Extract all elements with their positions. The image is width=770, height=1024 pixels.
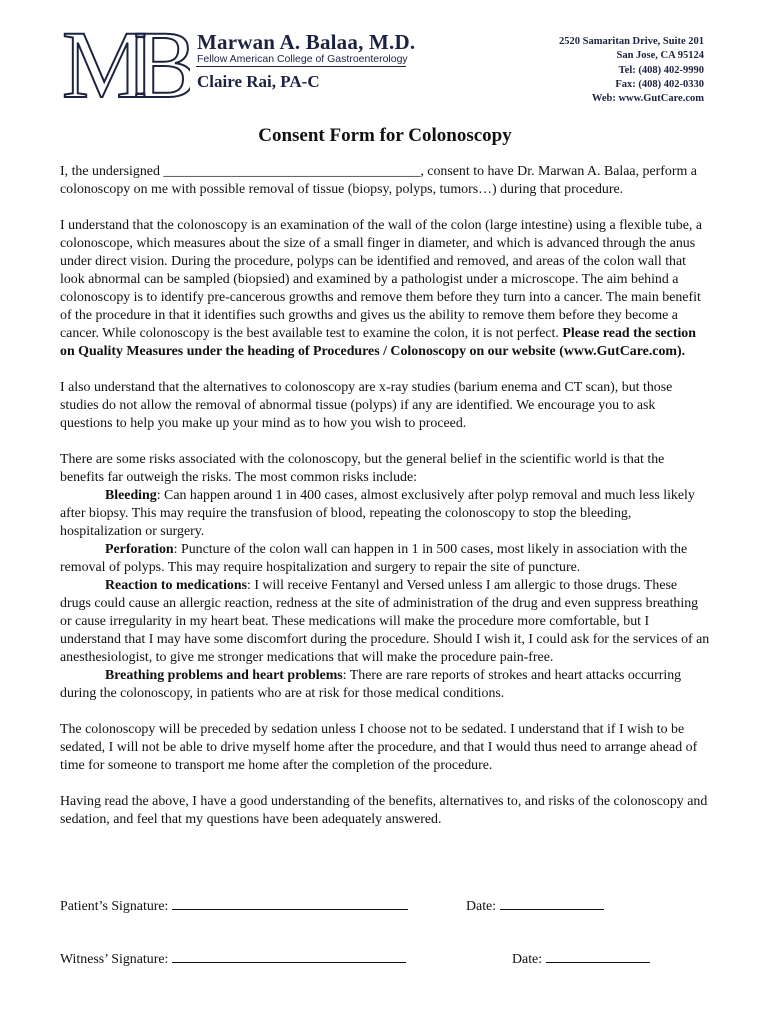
fax: Fax: (408) 402-0330 [615,78,704,90]
contact-block [559,35,704,106]
patient-date-field[interactable] [466,897,604,915]
fellowship-line: Fellow American College of Gastroenterology [197,53,408,65]
logo-text: MB [62,20,184,102]
witness-date-field[interactable] [512,950,650,968]
risk-text: : Puncture of the colon wall can happen in 1 in 500 cases, most likely in association with the removal of polyps. This may require hospitalization and surgery to repair the site of puncture. [60,542,688,575]
witness-signature-field[interactable] [60,950,406,968]
address-line1: 2520 Samaritan Drive, Suite 201 [559,36,704,47]
telephone: Tel: (408) 402-9990 [618,64,704,76]
procedure-text: I understand that the colonoscopy is an examination of the wall of the colon (large intestine) using a flexible tube, a colonoscope, which measures about the size of a small finger in diameter, and which is advanced through the anus under direct vision. During the procedure, polyps can be identified and removed, and areas of the colon wall that look abnormal can be sampled (biopsied) and examined by a pathologist under a microscope. The aim behind a colonoscopy is to identify pre-cancerous growths and remove them before they turn into a cancer. The main benefit of the procedure in that it identifies such growths and gives us the ability to remove them before they become a cancer. While colonoscopy is the best available test to examine the colon, it is not perfect. [60,218,703,341]
risks-intro: There are some risks associated with the colonoscopy, but the general belief in the scientific world is that the benefits far outweigh the risks. The most common risks include: [60,452,665,485]
consent-paragraph: I, the undersigned _____________________________________, consent to have Dr. Marwan A. Balaa, perform a colonoscopy on me with possible removal of tissue (biopsy, polyps, tumors…) during that procedure. [60,164,697,197]
procedure-paragraph [60,217,710,361]
witness-signature-line[interactable] [172,950,406,963]
risk-item-breathing-heart [60,667,710,703]
risk-text: : There are rare reports of strokes and heart attacks occurring during the colonoscopy, in patients who are at risk for those medical conditions. [60,668,682,701]
patient-signature-line[interactable] [172,897,408,910]
patient-signature-field[interactable] [60,897,408,915]
quality-measures-note: Please read the section on Quality Measures under the heading of Procedures / Colonoscopy on our website (www.GutCare.com). [60,326,696,359]
risk-label: Perforation [105,542,174,557]
risk-label: Reaction to medications [105,578,247,593]
doctor-name: Marwan A. Balaa, M.D. [197,30,416,54]
associate-name: Claire Rai, PA-C [197,72,320,91]
sedation-paragraph: The colonoscopy will be preceded by sedation unless I choose not to be sedated. I understand that if I wish to be sedated, I will not be able to drive myself home after the procedure, and that I would thus need to arrange ahead of time for someone to transport me home after the completion of the procedure. [60,722,698,773]
mb-logo [60,20,190,102]
consent-body [60,163,710,847]
website: Web: www.GutCare.com [591,93,704,105]
acknowledgement-paragraph: Having read the above, I have a good understanding of the benefits, alternatives to, and risks of the colonoscopy and sedation, and feel that my questions have been adequately answered. [60,794,708,827]
risk-item-perforation [60,541,710,577]
address-line2: San Jose, CA 95124 [616,50,704,62]
risk-label: Breathing problems and heart problems [105,668,343,683]
risk-label: Bleeding [105,488,157,503]
risk-text: : I will receive Fentanyl and Versed unless I am allergic to those drugs. These drugs could cause an allergic reaction, redness at the site of administration of the drug and even suppress breathing or cause irregularity in my heart beat. These medications will make the procedure more comfortable, but I understand that I may have some discomfort during the procedure. Should I wish it, I could ask for the services of an anesthesiologist, to give me stronger medications that will make the procedure pain-free. [60,578,710,665]
patient-date-label: Date: [466,899,497,914]
risk-item-medications [60,577,710,667]
patient-signature-label: Patient’s Signature: [60,899,169,914]
header-divider [196,66,406,67]
risk-text: : Can happen around 1 in 400 cases, almost exclusively after polyp removal and much less likely after biopsy. This may require the transfusion of blood, repeating the colonoscopy to stop the bleeding, hospitalization or surgery. [60,488,695,539]
witness-date-label: Date: [512,952,543,967]
witness-signature-label: Witness’ Signature: [60,952,169,967]
alternatives-paragraph: I also understand that the alternatives to colonoscopy are x-ray studies (barium enema and CT scan), but those studies do not allow the removal of abnormal tissue (polyps) if any are identified. We encourage you to ask questions to help you make up your mind as to how you wish to proceed. [60,380,673,431]
patient-date-line[interactable] [500,897,604,910]
page-title: Consent Form for Colonoscopy [258,125,512,146]
risk-item-bleeding [60,487,710,541]
witness-date-line[interactable] [546,950,650,963]
